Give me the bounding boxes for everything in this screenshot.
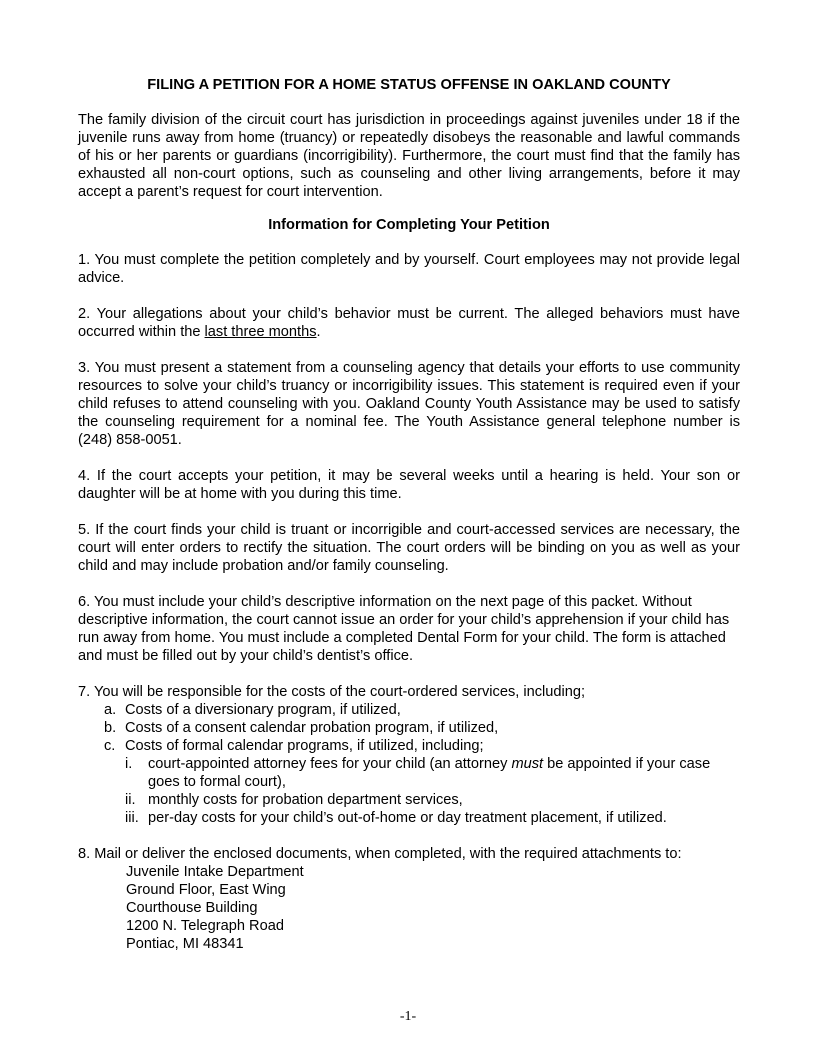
section-subtitle: Information for Completing Your Petition [268,217,550,233]
item-4: 4. If the court accepts your petition, it may be several weeks until a hearing is held. Your son or daughter will be at home with you during this time. [78,468,740,502]
address-line: 1200 N. Telegraph Road [126,918,284,934]
intro-paragraph: The family division of the circuit court has jurisdiction in proceedings against juveniles under 18 if the juvenile runs away from home (truancy) or repeatedly disobeys the reasonable and lawful commands of his or her parents or guardians (incorrigibility). Furthermore, the court must find that the family has exhausted all non-court options, such as counseling and other living arrangements, before it may accept a parent’s request for court intervention. [78,112,740,200]
mailing-address [78,863,740,953]
item-7-roman-list [125,755,740,827]
list-item-text: per-day costs for your child’s out-of-home or day treatment placement, if utilized. [148,810,667,826]
list-item [125,755,740,791]
emphasis-text: must [511,756,544,772]
address-line: Juvenile Intake Department [126,864,304,880]
page-number: -1- [399,1009,417,1024]
item-8: 8. Mail or deliver the enclosed documents, when completed, with the required attachments to: [78,846,682,862]
list-marker: ii. [125,792,136,808]
list-item [125,809,740,827]
list-item-text: court-appointed attorney fees for your child (an attorney [148,756,512,772]
item-7-sublist [78,701,740,827]
item-2 [78,305,740,341]
list-item-text: Costs of formal calendar programs, if utilized, including; [125,738,484,754]
list-marker: a. [104,702,117,718]
list-marker: c. [104,738,116,754]
document-page [78,76,740,953]
list-marker: b. [104,720,117,736]
list-item-text: Costs of a consent calendar probation program, if utilized, [125,720,499,736]
list-item-text: be appointed if your case goes to formal court), [148,756,711,790]
list-marker: i. [125,756,133,772]
item-3: 3. You must present a statement from a counseling agency that details your efforts to use community resources to solve your child’s truancy or incorrigibility issues. This statement is required even if your child refuses to attend counseling with you. Oakland County Youth Assistance may be used to satisfy the counseling requirement for a nominal fee. The Youth Assistance general telephone number is (248) 858-0051. [78,360,740,448]
list-item-text: Costs of a diversionary program, if utilized, [125,702,401,718]
document-title: FILING A PETITION FOR A HOME STATUS OFFENSE IN OAKLAND COUNTY [147,77,671,93]
address-line: Courthouse Building [126,900,258,916]
item-2-underlined: last three months [204,324,317,340]
item-7-lead: 7. You will be responsible for the costs of the court-ordered services, including; [78,684,586,700]
list-item [104,737,740,827]
item-2-text: 2. Your allegations about your child’s behavior must be current. The alleged behaviors must have occurred within the [78,306,740,340]
address-line: Pontiac, MI 48341 [126,936,244,952]
item-1: 1. You must complete the petition completely and by yourself. Court employees may not provide legal advice. [78,252,740,286]
address-line: Ground Floor, East Wing [126,882,286,898]
list-item [104,719,740,737]
item-2-end: . [316,324,321,340]
item-5: 5. If the court finds your child is truant or incorrigible and court-accessed services are necessary, the court will enter orders to rectify the situation. The court orders will be binding on you as well as your child and may include probation and/or family counseling. [78,522,740,574]
item-7 [78,683,740,827]
list-item-text: monthly costs for probation department services, [148,792,463,808]
item-6: 6. You must include your child’s descriptive information on the next page of this packet. Without descriptive information, the court cannot issue an order for your child’s apprehension if your child has run away from home. You must include a completed Dental Form for your child. The form is attached and must be filled out by your child’s dentist’s office. [78,594,730,664]
list-marker: iii. [125,810,139,826]
list-item [125,791,740,809]
list-item [104,701,740,719]
